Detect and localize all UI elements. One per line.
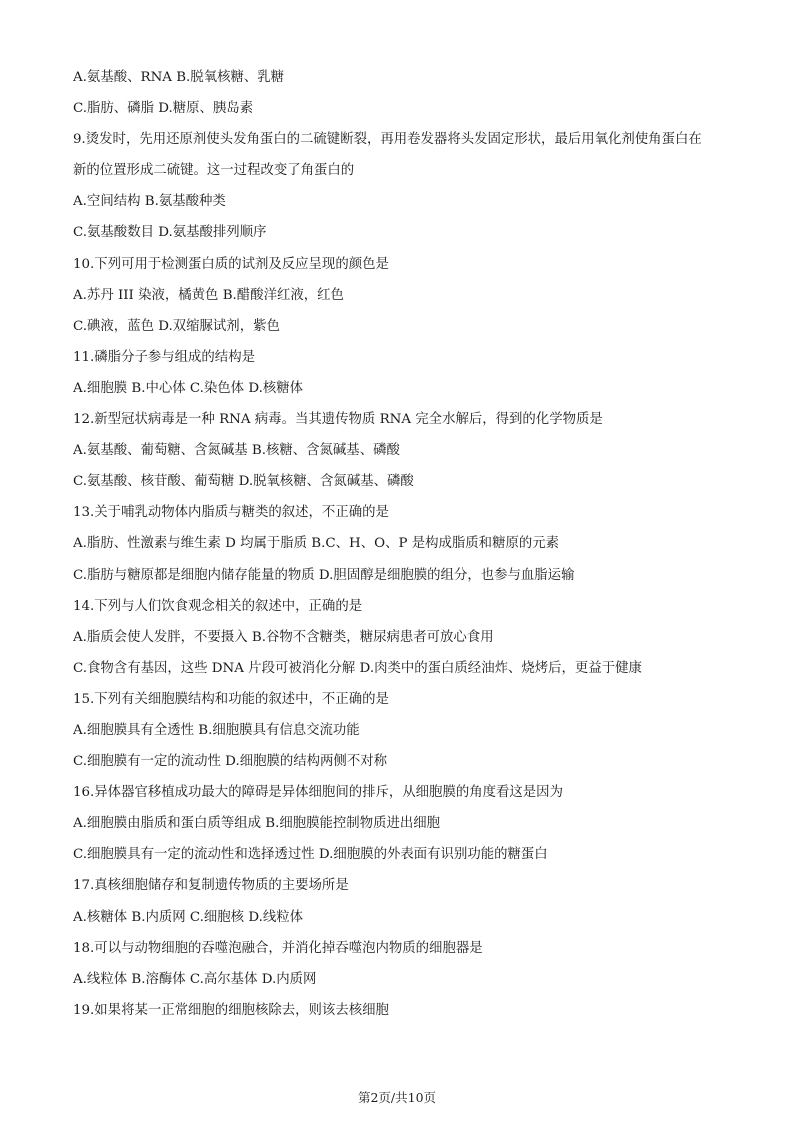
question-17-stem: 17.真核细胞储存和复制遗传物质的主要场所是 [73,878,349,894]
question-11-options: A.细胞膜 B.中心体 C.染色体 D.核糖体 [73,380,304,396]
question-18-options: A.线粒体 B.溶酶体 C.高尔基体 D.内质网 [73,971,317,987]
question-15-stem: 15.下列有关细胞膜结构和功能的叙述中，不正确的是 [73,691,389,707]
question-12-options-ab: A.氨基酸、葡萄糖、含氮碱基 B.核糖、含氮碱基、磷酸 [73,443,400,459]
question-11-stem: 11.磷脂分子参与组成的结构是 [73,349,255,365]
question-14-options-ab: A.脂质会使人发胖，不要摄入 B.谷物不含糖类，糖尿病患者可放心食用 [73,629,494,645]
question-18-stem: 18.可以与动物细胞的吞噬泡融合，并消化掉吞噬泡内物质的细胞器是 [73,940,483,956]
question-17-options: A.核糖体 B.内质网 C.细胞核 D.线粒体 [73,909,304,925]
question-12-stem: 12.新型冠状病毒是一种 RNA 病毒。当其遗传物质 RNA 完全水解后，得到的化学物质是 [73,412,603,428]
question-10-options-cd: C.碘液，蓝色 D.双缩脲试剂，紫色 [73,318,280,334]
question-9-options-ab: A.空间结构 B.氨基酸种类 [73,194,226,210]
text-line: C.脂肪、磷脂 D.糖原、胰岛素 [73,101,254,117]
question-14-stem: 14.下列与人们饮食观念相关的叙述中，正确的是 [73,598,363,614]
page-number-footer: 第2页/共10页 [357,1090,437,1105]
question-14-options-cd: C.食物含有基因，这些 DNA 片段可被消化分解 D.肉类中的蛋白质经油炸、烧烤后，更益于健康 [73,660,642,676]
question-16-stem: 16.异体器官移植成功最大的障碍是异体细胞间的排斥，从细胞膜的角度看这是因为 [73,785,563,801]
question-13-options-cd: C.脂肪与糖原都是细胞内储存能量的物质 D.胆固醇是细胞膜的组分，也参与血脂运输 [73,567,575,583]
question-15-options-cd: C.细胞膜有一定的流动性 D.细胞膜的结构两侧不对称 [73,754,387,770]
question-19-stem: 19.如果将某一正常细胞的细胞核除去，则该去核细胞 [73,1002,389,1018]
question-9-options-cd: C.氨基酸数目 D.氨基酸排列顺序 [73,225,267,241]
question-13-options-ab: A.脂肪、性激素与维生素 D 均属于脂质 B.C、H、O、P 是构成脂质和糖原的元素 [73,536,560,552]
question-9-stem: 9.烫发时，先用还原剂使头发角蛋白的二硫键断裂，再用卷发器将头发固定形状，最后用氧化剂使角蛋白在 [73,132,702,148]
question-16-options-ab: A.细胞膜由脂质和蛋白质等组成 B.细胞膜能控制物质进出细胞 [73,816,441,832]
question-15-options-ab: A.细胞膜具有全透性 B.细胞膜具有信息交流功能 [73,722,360,738]
question-9-stem-cont: 新的位置形成二硫键。这一过程改变了角蛋白的 [73,163,355,179]
question-10-options-ab: A.苏丹 III 染液，橘黄色 B.醋酸洋红液，红色 [73,287,344,303]
question-16-options-cd: C.细胞膜具有一定的流动性和选择透过性 D.细胞膜的外表面有识别功能的糖蛋白 [73,847,548,863]
text-line: A.氨基酸、RNA B.脱氧核糖、乳糖 [73,70,285,85]
question-10-stem: 10.下列可用于检测蛋白质的试剂及反应呈现的颜色是 [73,256,389,272]
page-body [73,62,733,1026]
question-12-options-cd: C.氨基酸、核苷酸、葡萄糖 D.脱氧核糖、含氮碱基、磷酸 [73,474,414,490]
question-13-stem: 13.关于哺乳动物体内脂质与糖类的叙述，不正确的是 [73,505,389,521]
